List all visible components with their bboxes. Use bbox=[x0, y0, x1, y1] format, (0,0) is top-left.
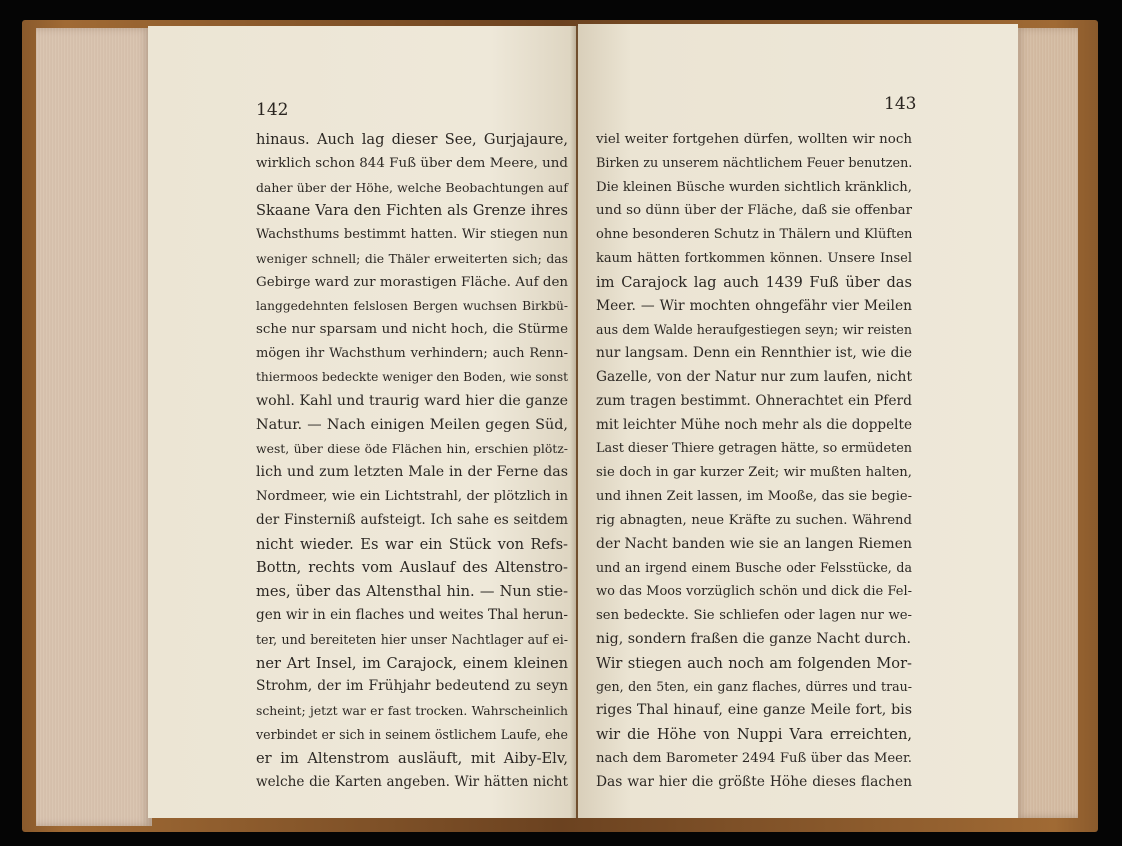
text-line: Natur. — Nach einigen Meilen gegen Süd, bbox=[256, 416, 568, 433]
text-line: weniger schnell; die Thäler erweiterten sich; das bbox=[256, 250, 568, 266]
text-line: daher über der Höhe, welche Beobachtungen auf bbox=[256, 179, 568, 195]
text-line: kaum hätten fortkommen können. Unsere Insel bbox=[596, 250, 912, 266]
text-line: wir die Höhe von Nuppi Vara erreichten, bbox=[596, 725, 912, 743]
text-line: und ihnen Zeit lassen, im Mooße, das sie begie- bbox=[596, 488, 912, 504]
text-line: verbindet er sich in seinem östlichem Laufe, ehe bbox=[256, 726, 568, 742]
text-line: sen bedeckte. Sie schliefen oder lagen nur we- bbox=[596, 607, 912, 623]
text-line: Skaane Vara den Fichten als Grenze ihres bbox=[256, 202, 568, 220]
text-line: nig, sondern fraßen die ganze Nacht durch. bbox=[596, 630, 911, 647]
text-line: mes, über das Altensthal hin. — Nun stie- bbox=[256, 583, 568, 601]
text-line: wohl. Kahl und traurig ward hier die ganze bbox=[256, 392, 568, 409]
text-line: welche die Karten angeben. Wir hätten nicht bbox=[256, 773, 568, 790]
page-edges-left bbox=[36, 28, 152, 826]
text-line: langgedehnten felslosen Bergen wuchsen Birkbü- bbox=[256, 298, 568, 313]
text-line: nach dem Barometer 2494 Fuß über das Meer. bbox=[596, 750, 912, 766]
text-line: scheint; jetzt war er fast trocken. Wahrscheinlich bbox=[256, 703, 568, 719]
text-line: ohne besonderen Schutz in Thälern und Klüften bbox=[596, 227, 913, 243]
text-line: Wachsthums bestimmt hatten. Wir stiegen nun bbox=[256, 227, 568, 243]
text-line: mit leichter Mühe noch mehr als die doppelte bbox=[596, 416, 912, 433]
text-line: Das war hier die größte Höhe dieses flachen bbox=[596, 773, 912, 790]
text-line: im Carajock lag auch 1439 Fuß über das bbox=[596, 273, 912, 291]
text-line: und an irgend einem Busche oder Felsstücke, da bbox=[596, 560, 912, 576]
right-page bbox=[578, 24, 1018, 818]
text-line: rig abnagten, neue Kräfte zu suchen. Während bbox=[596, 512, 912, 528]
text-line: gen wir in ein flaches und weites Thal herun- bbox=[256, 606, 568, 623]
text-line: mögen ihr Wachsthum verhindern; auch Renn- bbox=[256, 346, 568, 362]
text-line: Last dieser Thiere getragen hätte, so ermüdeten bbox=[596, 441, 913, 457]
text-line: viel weiter fortgehen dürfen, wollten wir noch bbox=[596, 132, 912, 147]
text-line: riges Thal hinauf, eine ganze Meile fort, bis bbox=[596, 702, 912, 719]
text-line: und so dünn über der Fläche, daß sie offenbar bbox=[596, 203, 912, 219]
text-line: Meer. — Wir mochten ohngefähr vier Meilen bbox=[596, 297, 912, 314]
text-line: aus dem Walde heraufgestiegen seyn; wir reisten bbox=[596, 322, 912, 338]
left-page-text bbox=[256, 128, 568, 794]
text-line: sie doch in gar kurzer Zeit; wir mußten halten, bbox=[596, 465, 912, 481]
text-line: zum tragen bestimmt. Ohnerachtet ein Pferd bbox=[596, 392, 912, 409]
text-line: Bottn, rechts vom Auslauf des Altenstro- bbox=[256, 559, 568, 577]
text-line: lich und zum letzten Male in der Ferne das bbox=[256, 464, 568, 481]
text-line: gen, den 5ten, ein ganz flaches, dürres und trau- bbox=[596, 679, 912, 695]
text-line: ter, und bereiteten hier unser Nachtlager auf ei- bbox=[256, 631, 568, 647]
page-edges-right bbox=[1014, 28, 1078, 818]
open-book bbox=[22, 20, 1098, 832]
text-line: wo das Moos vorzüglich schön und dick die Fel- bbox=[596, 584, 912, 600]
text-line: Gazelle, von der Natur nur zum laufen, nicht bbox=[596, 368, 912, 385]
right-page-text bbox=[596, 128, 912, 794]
text-line: nur langsam. Denn ein Rennthier ist, wie die bbox=[596, 345, 912, 362]
text-line: Die kleinen Büsche wurden sichtlich kränklich, bbox=[596, 179, 912, 195]
text-line: ner Art Insel, im Carajock, einem kleinen bbox=[256, 654, 568, 672]
text-line: Nordmeer, wie ein Lichtstrahl, der plötzlich in bbox=[256, 488, 568, 504]
text-line: der Nacht banden wie sie an langen Riemen bbox=[596, 535, 912, 552]
left-page bbox=[148, 26, 576, 818]
text-line: der Finsterniß aufsteigt. Ich sahe es seitdem bbox=[256, 511, 568, 528]
text-line: Strohm, der im Frühjahr bedeutend zu seyn bbox=[256, 678, 568, 695]
text-line: wirklich schon 844 Fuß über dem Meere, und bbox=[256, 155, 568, 171]
text-line: er im Altenstrom ausläuft, mit Aiby-Elv, bbox=[256, 749, 568, 767]
page-number-left: 142 bbox=[256, 100, 289, 120]
text-line: west, über diese öde Flächen hin, erschien plötz- bbox=[256, 441, 568, 457]
text-line: hinaus. Auch lag dieser See, Gurjajaure, bbox=[256, 131, 568, 148]
text-line: nicht wieder. Es war ein Stück von Refs- bbox=[256, 535, 568, 553]
text-line: Birken zu unserem nächtlichem Feuer benutzen. bbox=[596, 155, 913, 171]
text-line: Wir stiegen auch noch am folgenden Mor- bbox=[596, 654, 912, 672]
text-line: thiermoos bedeckte weniger den Boden, wie sonst bbox=[256, 369, 569, 384]
text-line: Gebirge ward zur morastigen Fläche. Auf den bbox=[256, 274, 568, 290]
text-line: sche nur sparsam und nicht hoch, die Stürme bbox=[256, 322, 568, 338]
page-number-right: 143 bbox=[884, 94, 917, 114]
